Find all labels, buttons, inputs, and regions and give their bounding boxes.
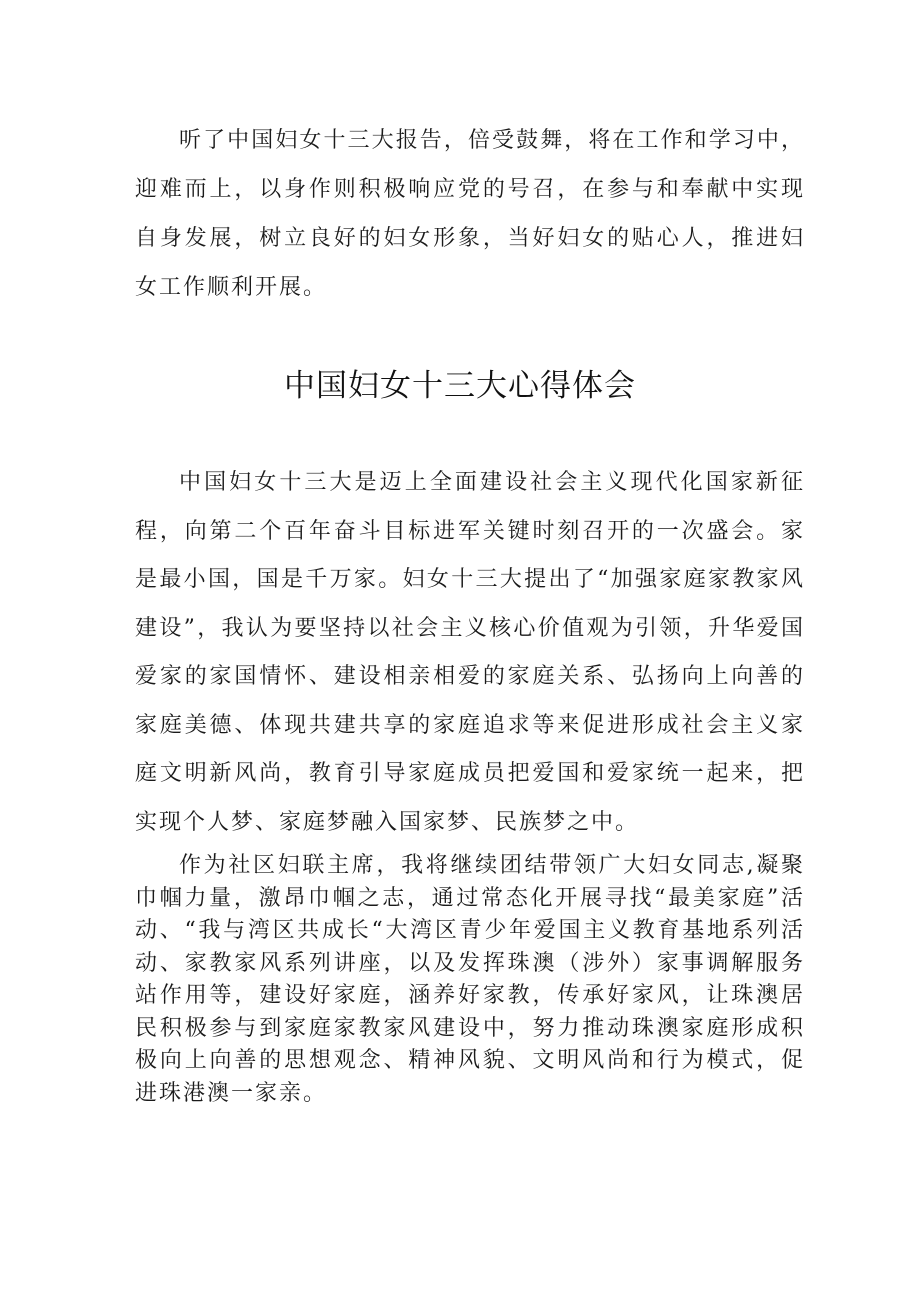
document-title: 中国妇女十三大心得体会 [284,368,636,404]
body-paragraph-1: 中国妇女十三大是迈上全面建设社会主义现代化国家新征程，向第二个百年奋斗目标进军关键时刻召开的一次盛会。家是最小国，国是千万家。妇女十三大提出了“加强家庭家教家风建设”，我认为要坚持以社会主义核心价值观为引领，升华爱国爱家的家国情怀、建设相亲相爱的家庭关系、弘扬向上向善的家庭美德、体现共建共享的家庭追求等来促进形成社会主义家庭文明新风尚，教育引导家庭成员把爱国和爱家统一起来，把实现个人梦、家庭梦融入国家梦、民族梦之中。 [135,470,805,835]
intro-paragraph: 听了中国妇女十三大报告，倍受鼓舞，将在工作和学习中，迎难而上，以身作则积极响应党的号召，在参与和奉献中实现自身发展，树立良好的妇女形象，当好妇女的贴心人，推进妇女工作顺利开展。 [135,128,805,300]
body-paragraph-2: 作为社区妇联主席，我将继续团结带领广大妇女同志,凝聚巾帼力量，激昂巾帼之志，通过常态化开展寻找“最美家庭”活动、“我与湾区共成长“大湾区青少年爱国主义教育基地系列活动、家教家风系列讲座，以及发挥珠澳（涉外）家事调解服务站作用等，建设好家庭，涵养好家教，传承好家风，让珠澳居民积极参与到家庭家教家风建设中，努力推动珠澳家庭形成积极向上向善的思想观念、精神风貌、文明风尚和行为模式，促进珠港澳一家亲。 [135,853,805,1106]
